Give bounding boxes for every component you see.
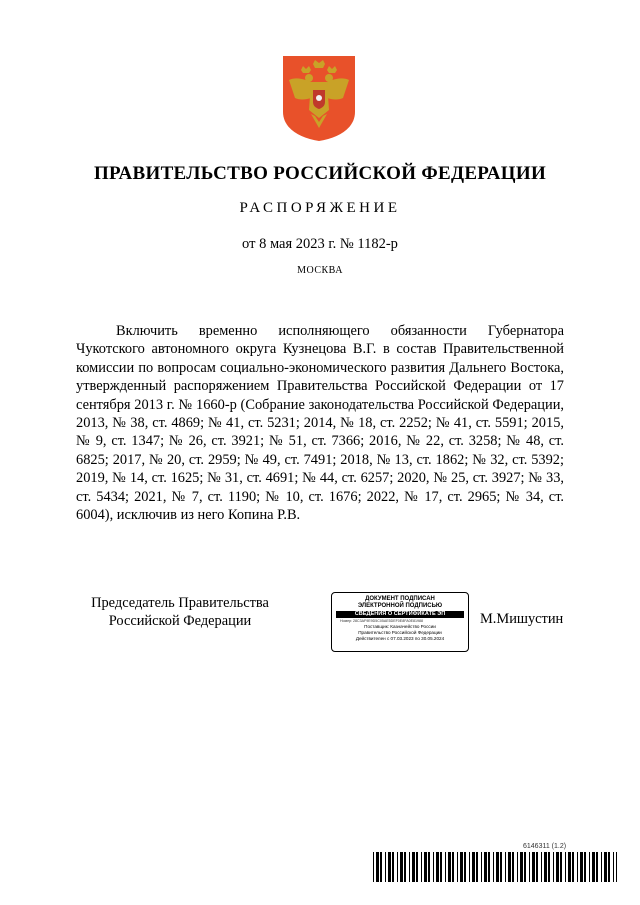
barcode-bar — [505, 852, 506, 882]
barcode-bar — [412, 852, 415, 882]
barcode-bar — [404, 852, 406, 882]
barcode-bar — [580, 852, 583, 882]
barcode-bar — [452, 852, 454, 882]
barcode-bar — [448, 852, 451, 882]
barcode-bar — [460, 852, 463, 882]
barcode-bar — [541, 852, 542, 882]
barcode-bar — [548, 852, 550, 882]
barcode-bar — [385, 852, 386, 882]
barcode-image — [373, 852, 617, 882]
barcode-bar — [613, 852, 614, 882]
barcode-bar — [469, 852, 470, 882]
stamp-owner: Правительство Российской Федерации — [358, 630, 442, 635]
barcode-bar — [397, 852, 398, 882]
barcode-bar — [440, 852, 442, 882]
position-line-2: Российской Федерации — [108, 613, 252, 629]
barcode-bar — [433, 852, 434, 882]
barcode-bar — [445, 852, 446, 882]
barcode-bar — [577, 852, 578, 882]
barcode-bar — [604, 852, 607, 882]
stamp-line-1: ДОКУМЕНТ ПОДПИСАН — [365, 596, 435, 602]
barcode-bar — [472, 852, 475, 882]
barcode-bar — [584, 852, 586, 882]
stamp-line-3: СВЕДЕНИЯ О СЕРТИФИКАТЕ ЭП — [336, 611, 464, 618]
stamp-line-2: ЭЛЕКТРОННОЙ ПОДПИСЬЮ — [357, 603, 443, 609]
barcode-bar — [616, 852, 617, 882]
position-line-1: Председатель Правительства — [91, 595, 269, 611]
barcode-bar — [457, 852, 458, 882]
barcode-bar — [380, 852, 382, 882]
barcode-bar — [493, 852, 494, 882]
barcode-bar — [520, 852, 523, 882]
barcode-bar — [529, 852, 530, 882]
barcode-bar — [560, 852, 562, 882]
barcode-bar — [508, 852, 511, 882]
barcode-bar — [608, 852, 610, 882]
barcode-bar — [544, 852, 547, 882]
barcode-bar — [424, 852, 427, 882]
barcode-bar — [517, 852, 518, 882]
barcode-bar — [596, 852, 598, 882]
barcode-bar — [536, 852, 538, 882]
russian-coat-of-arms-icon — [279, 54, 359, 142]
barcode-bar — [388, 852, 391, 882]
barcode-bar — [592, 852, 595, 882]
document-date-number: от 8 мая 2023 г. № 1182-р — [242, 236, 398, 252]
barcode-bar — [572, 852, 574, 882]
document-type: РАСПОРЯЖЕНИЕ — [239, 200, 401, 216]
barcode-bar — [589, 852, 590, 882]
barcode-bar — [464, 852, 466, 882]
barcode-bar — [416, 852, 418, 882]
barcode-bar — [428, 852, 430, 882]
barcode-bar — [392, 852, 394, 882]
barcode-bar — [556, 852, 559, 882]
barcode-bar — [400, 852, 403, 882]
electronic-signature-stamp — [331, 592, 469, 652]
signatory-name: М.Мишустин — [480, 611, 564, 627]
stamp-validity: Действителен с 07.03.2023 по 30.05.2024 — [355, 636, 445, 641]
barcode-bar — [512, 852, 514, 882]
barcode-bar — [484, 852, 487, 882]
barcode-bar — [496, 852, 499, 882]
barcode-bar — [373, 852, 374, 882]
barcode-bar — [488, 852, 490, 882]
barcode-bar — [421, 852, 422, 882]
signatory-position — [70, 594, 290, 630]
barcode-bar — [532, 852, 535, 882]
barcode-bar — [553, 852, 554, 882]
barcode-bar — [476, 852, 478, 882]
barcode-number: 6146311 (1.2) — [523, 843, 567, 850]
document-city: МОСКВА — [297, 265, 343, 276]
barcode-bar — [565, 852, 566, 882]
barcode-bar — [376, 852, 379, 882]
barcode-bar — [500, 852, 502, 882]
stamp-issuer: Поставщик: Казначейство России — [364, 624, 436, 629]
coat-of-arms-emblem — [279, 54, 359, 142]
barcode-bar — [524, 852, 526, 882]
government-title: ПРАВИТЕЛЬСТВО РОССИЙСКОЙ ФЕДЕРАЦИИ — [93, 163, 547, 184]
barcode-bar — [409, 852, 410, 882]
barcode-bar — [568, 852, 571, 882]
barcode-bar — [481, 852, 482, 882]
barcode-bar — [436, 852, 439, 882]
document-body: Включить временно исполняющего обязанности Губернатора Чукотского автономного округа Кузнецова В.Г. в состав Правительственной комиссии по вопросам социально-экономического развития Дальнего Востока, утвержденный распоряжением Правительства Российской Федерации от 17 сентября 2013 г. № 1660-р (Собрание законодательства Российской Федерации, 2013, № 38, ст. 4869; № 41, ст. 5231; 2014, № 18, ст. 2252; № 41, ст. 5591; 2015, № 9, ст. 1347; № 26, ст. 3921; № 51, ст. 7366; 2016, № 22, ст. 3258; № 48, ст. 6825; 2017, № 20, ст. 2959; № 49, ст. 7491; 2018, № 13, ст. 1862; № 32, ст. 5392; 2019, № 14, ст. 1625; № 31, ст. 4691; № 44, ст. 6257; 2020, № 25, ст. 3927; № 33, ст. 5434; 2021, № 7, ст. 1190; № 10, ст. 1676; 2022, № 17, ст. 2965; № 34, ст. 6004), исключив из него Копина Р.В. — [76, 323, 564, 524]
stamp-serial: Номер: 28C3AF9E9D5C05AE5DEF0E8FA0E81988 — [340, 619, 423, 623]
barcode-bar — [601, 852, 602, 882]
